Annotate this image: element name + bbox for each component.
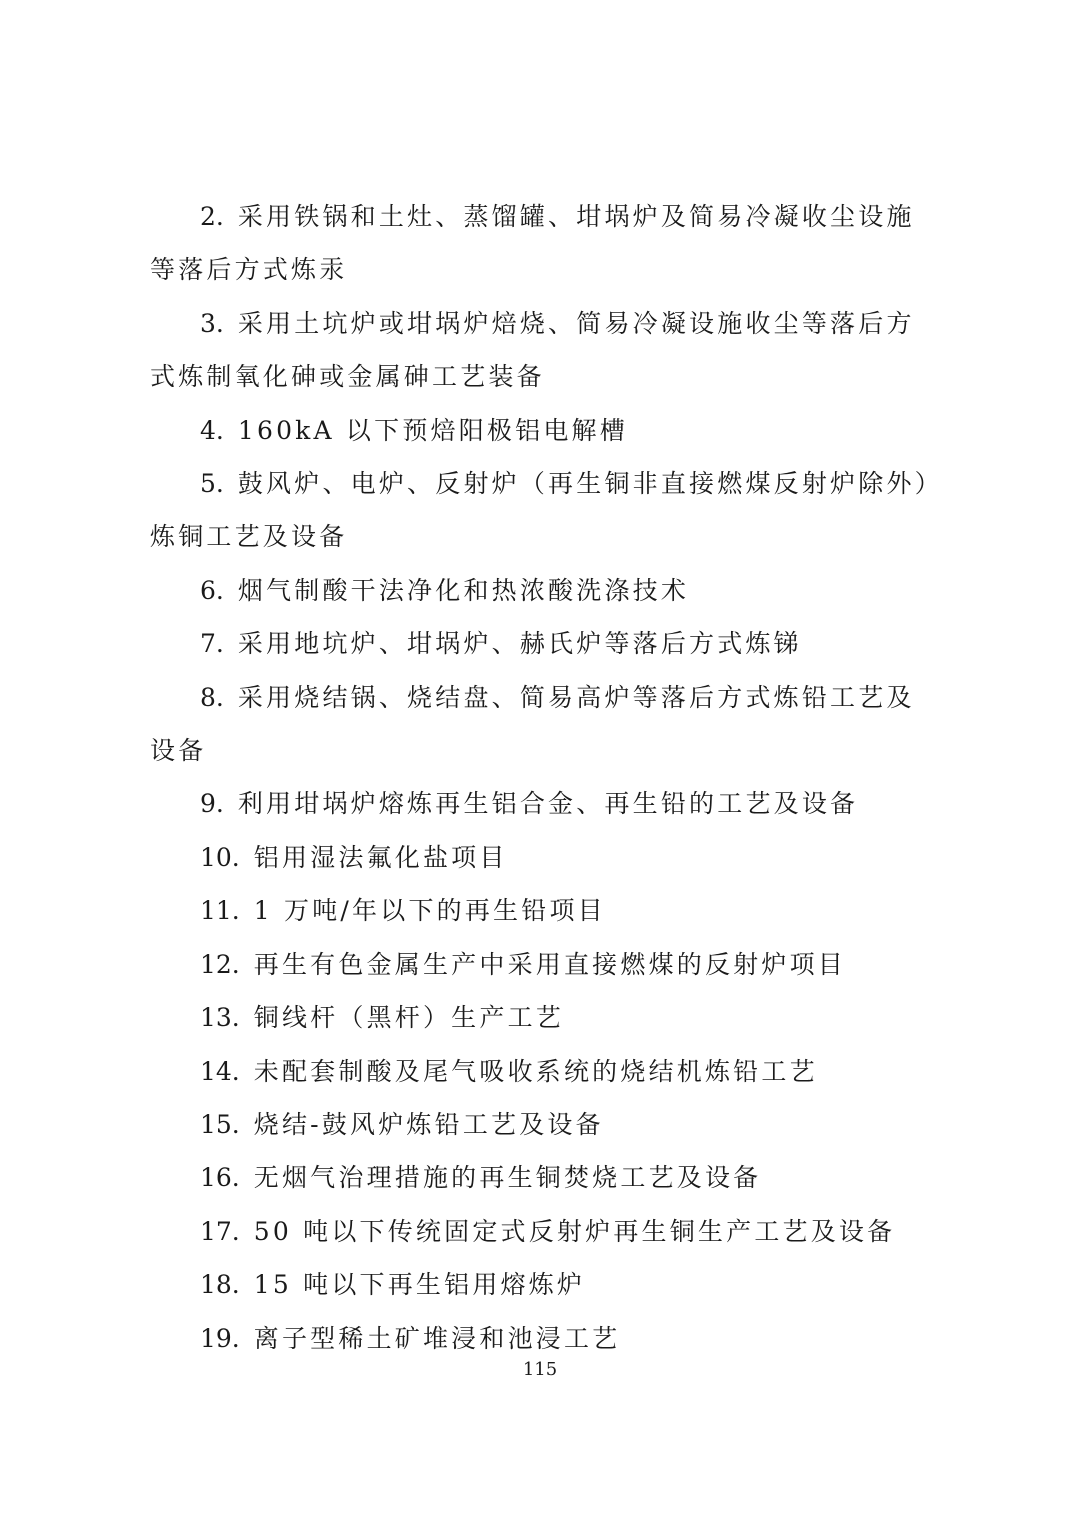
item-text: 采用地坑炉、坩埚炉、赫氏炉等落后方式炼锑 <box>237 629 802 659</box>
item-text: 50 吨以下传统固定式反射炉再生铜生产工艺及设备 <box>253 1216 896 1246</box>
list-item <box>150 671 940 778</box>
list-item <box>150 991 940 1044</box>
item-number: 10. <box>200 842 240 872</box>
item-number: 8. <box>200 682 224 712</box>
list-item <box>150 1045 940 1098</box>
item-text: 15 吨以下再生铝用熔炼炉 <box>253 1270 586 1300</box>
item-number: 17. <box>200 1216 240 1246</box>
item-number: 2. <box>200 202 224 231</box>
list-item <box>150 831 940 884</box>
list-item <box>150 1151 940 1204</box>
list-item <box>150 1205 940 1258</box>
item-text: 铝用湿法氟化盐项目 <box>253 842 508 872</box>
item-number: 11. <box>200 896 240 926</box>
list-item <box>150 884 940 937</box>
list-item <box>150 297 940 404</box>
item-text: 再生有色金属生产中采用直接燃煤的反射炉项目 <box>253 949 846 979</box>
item-number: 4. <box>200 415 224 445</box>
item-number: 7. <box>200 629 224 659</box>
item-text: 采用铁锅和土灶、蒸馏罐、坩埚炉及简易冷凝收尘设施等落后方式炼汞 <box>150 202 915 285</box>
item-number: 19. <box>200 1323 240 1353</box>
item-number: 14. <box>200 1056 240 1086</box>
item-text: 160kA 以下预焙阳极铝电解槽 <box>237 415 628 445</box>
item-text: 采用土坑炉或坩埚炉焙烧、简易冷凝设施收尘等落后方式炼制氧化砷或金属砷工艺装备 <box>150 308 915 392</box>
item-number: 9. <box>200 789 224 819</box>
list-item <box>150 938 940 991</box>
list-item <box>150 190 940 297</box>
item-text: 铜线杆（黑杆）生产工艺 <box>253 1003 564 1033</box>
item-text: 离子型稀土矿堆浸和池浸工艺 <box>253 1323 621 1353</box>
list-item <box>150 777 940 830</box>
item-number: 5. <box>200 469 224 499</box>
item-number: 3. <box>200 308 224 338</box>
item-number: 16. <box>200 1163 240 1193</box>
list-item <box>150 457 940 564</box>
item-text: 采用烧结锅、烧结盘、简易高炉等落后方式炼铅工艺及设备 <box>150 682 915 766</box>
item-text: 无烟气治理措施的再生铜焚烧工艺及设备 <box>253 1163 762 1193</box>
list-item <box>150 617 940 670</box>
page-number: 115 <box>522 1359 558 1380</box>
item-list <box>150 190 940 1365</box>
item-text: 1 万吨/年以下的再生铅项目 <box>253 896 606 926</box>
item-text: 烟气制酸干法净化和热浓酸洗涤技术 <box>237 575 690 605</box>
item-text: 烧结-鼓风炉炼铅工艺及设备 <box>253 1109 604 1139</box>
item-number: 6. <box>200 575 224 605</box>
item-number: 15. <box>200 1109 240 1139</box>
item-text: 利用坩埚炉熔炼再生铝合金、再生铅的工艺及设备 <box>237 789 859 819</box>
item-number: 13. <box>200 1003 240 1033</box>
item-text: 鼓风炉、电炉、反射炉（再生铜非直接燃煤反射炉除外）炼铜工艺及设备 <box>150 469 931 552</box>
list-item <box>150 1312 940 1365</box>
item-number: 18. <box>200 1270 240 1300</box>
item-text: 未配套制酸及尾气吸收系统的烧结机炼铅工艺 <box>253 1056 818 1086</box>
item-number: 12. <box>200 949 240 979</box>
list-item <box>150 404 940 457</box>
list-item <box>150 1098 940 1151</box>
list-item <box>150 564 940 617</box>
list-item <box>150 1258 940 1311</box>
